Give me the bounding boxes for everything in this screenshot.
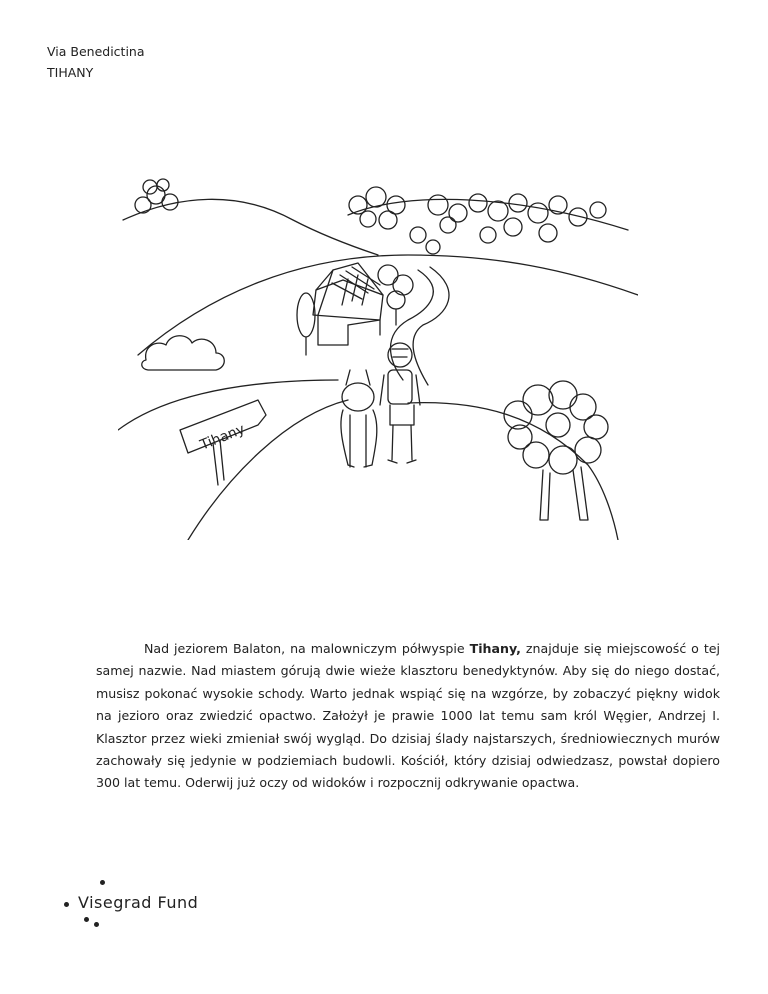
logo-dot-bottom-right (94, 922, 99, 927)
logo-text: Visegrad Fund (78, 893, 199, 912)
back-hill (123, 199, 378, 255)
paragraph-bold-place: Tihany, (469, 641, 521, 656)
winding-path-left (391, 270, 434, 380)
house (313, 263, 383, 345)
logo-dot-bottom-left (84, 917, 89, 922)
document-header (47, 41, 145, 83)
landscape-illustration (118, 175, 638, 540)
paragraph-text-after: znajduje się miejscowość o tej samej nazwie. Nad miastem górują dwie wieże klasztoru benedyktynów. Aby się do niego dostać, musisz pokonać wysokie schody. Warto jednak wspiąć się na wzgórze, by zobaczyć piękny widok na jezioro oraz zwiedzić opactwo. Założył je prawie 1000 lat temu sam król Węgier, Andrzej I. Klasztor przez wieki zmieniał swój wygląd. Do dzisiaj ślady najstarszych, średniowiecznych murów zachowały się jedynie w podziemiach budowli. Kościół, który dzisiaj odwiedzasz, powstał dopiero 300 lat temu. Oderwij już oczy od widoków i rozpocznij odkrywanie opactwa. (96, 641, 720, 791)
tree-cluster-right (504, 381, 608, 520)
signpost-text: Tihany (197, 421, 248, 454)
intro-paragraph (96, 638, 720, 795)
logo-dot-top (100, 880, 105, 885)
paragraph-text-before: Nad jeziorem Balaton, na malowniczym półwyspie (144, 641, 470, 656)
far-hill (348, 199, 628, 230)
left-field (118, 380, 338, 430)
logo-dot-left (64, 902, 69, 907)
visegrad-fund-logo (58, 873, 258, 933)
header-place-name: TIHANY (47, 65, 94, 80)
donkey (341, 370, 377, 467)
header-route-name: Via Benedictina (47, 44, 145, 59)
front-hill-left (188, 400, 348, 540)
winding-path-right (413, 267, 449, 385)
tree-left-of-house (297, 293, 315, 355)
bush-left (142, 336, 225, 370)
tree-cluster-back-right (349, 187, 606, 254)
